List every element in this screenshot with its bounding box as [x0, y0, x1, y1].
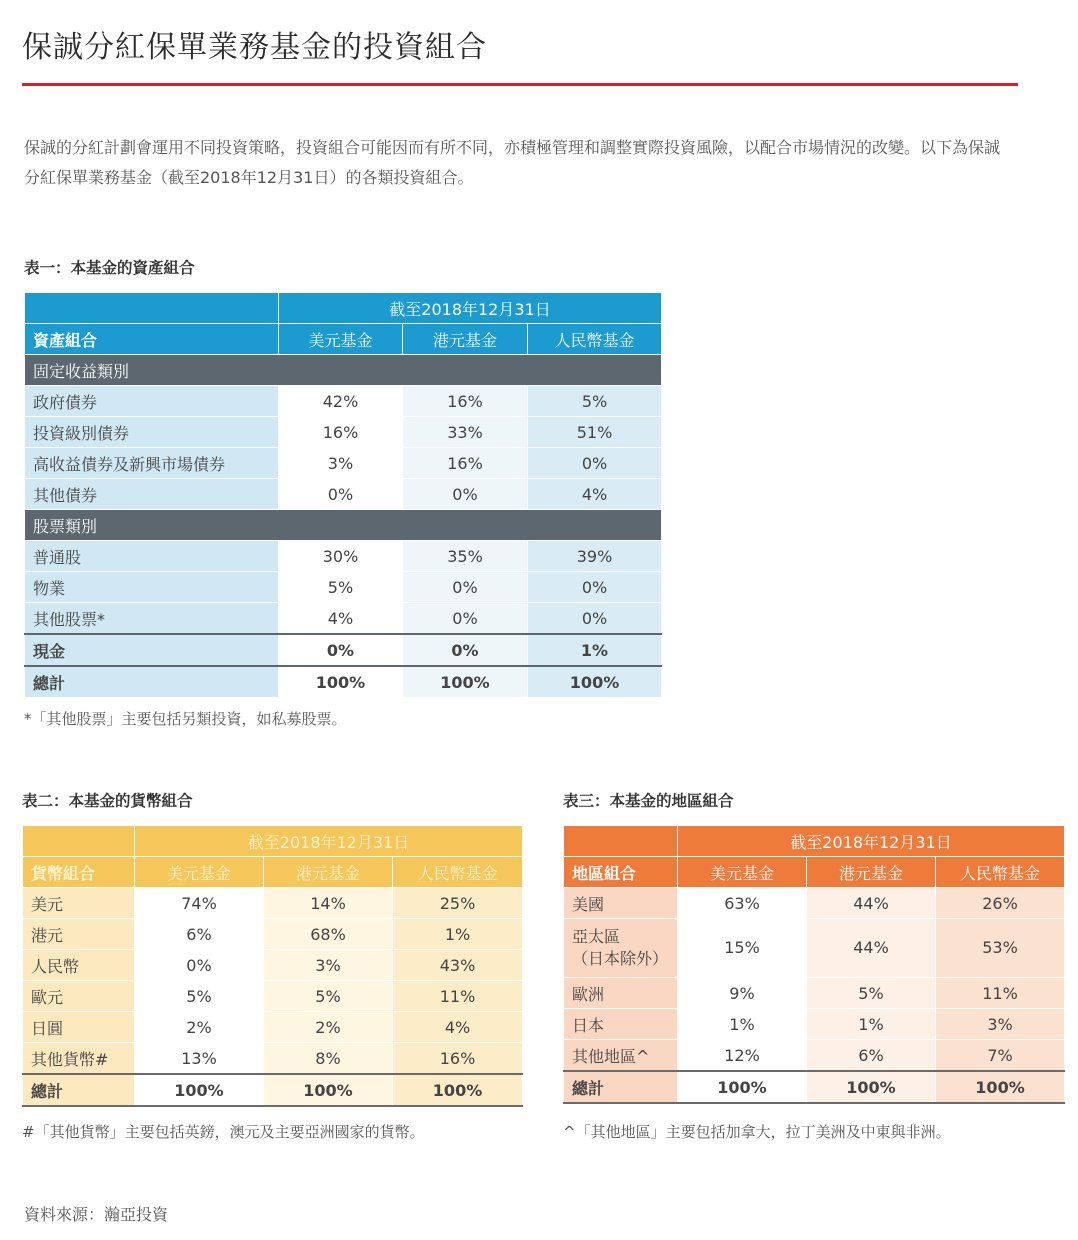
table-row: 其他債券 0% 0% 4%	[25, 479, 662, 510]
table1-section-fixed-income: 固定收益類別	[25, 355, 662, 386]
table-row: 其他地區^ 12% 6% 7%	[564, 1040, 1065, 1072]
table3-caption: 表三：本基金的地區組合	[563, 792, 734, 810]
table1-section-equity: 股票類別	[25, 510, 662, 541]
table3-date-header: 截至2018年12月31日	[678, 826, 1065, 857]
table2-col-rmb: 人民幣基金	[393, 857, 523, 888]
table-row: 現金 0% 0% 1%	[25, 634, 662, 666]
table3-row-header: 地區組合	[564, 857, 678, 888]
page-title: 保誠分紅保單業務基金的投資組合	[22, 30, 487, 65]
table-row: 高收益債券及新興市場債券 3% 16% 0%	[25, 448, 662, 479]
table2-date-header: 截至2018年12月31日	[135, 826, 523, 857]
intro-paragraph: 保誠的分紅計劃會運用不同投資策略，投資組合可能因而有所不同，亦積極管理和調整實際投資風險，以配合市場情況的改變。以下為保誠分紅保單業務基金（截至2018年12月31日）的各類投資組合。	[24, 138, 1001, 187]
region-allocation-table	[563, 825, 1065, 1104]
table-row: 日圓 2% 2% 4%	[23, 1012, 523, 1043]
table-row: 美元 74% 14% 25%	[23, 888, 523, 919]
table3-col-hkd: 港元基金	[807, 857, 936, 888]
table-row: 政府債券 42% 16% 5%	[25, 386, 662, 417]
table-row: 日本 1% 1% 3%	[564, 1009, 1065, 1040]
source-credit: 資料來源：瀚亞投資	[24, 1205, 169, 1224]
table3-footnote: ^「其他地區」主要包括加拿大，拉丁美洲及中東與非洲。	[563, 1123, 951, 1141]
table-row: 亞太區 （日本除外） 15% 44% 53%	[564, 919, 1065, 978]
table1-footnote: *「其他股票」主要包括另類投資，如私募股票。	[24, 710, 347, 728]
table-row: 普通股 30% 35% 39%	[25, 541, 662, 572]
table1-date-header: 截至2018年12月31日	[279, 293, 662, 324]
table2-col-usd: 美元基金	[135, 857, 264, 888]
table-row-total: 總計 100% 100% 100%	[25, 666, 662, 698]
table-row: 歐元 5% 5% 11%	[23, 981, 523, 1012]
table-row: 歐洲 9% 5% 11%	[564, 978, 1065, 1009]
table-row: 其他股票* 4% 0% 0%	[25, 603, 662, 635]
table1-caption: 表一：本基金的資產組合	[24, 259, 195, 277]
title-divider	[22, 83, 1018, 86]
table-row-total: 總計 100% 100% 100%	[564, 1071, 1065, 1103]
table1-row-header: 資產組合	[25, 324, 279, 355]
asset-allocation-table	[24, 292, 662, 698]
table3-col-rmb: 人民幣基金	[936, 857, 1065, 888]
table2-col-hkd: 港元基金	[264, 857, 393, 888]
table-row: 其他貨幣# 13% 8% 16%	[23, 1043, 523, 1075]
table-row: 美國 63% 44% 26%	[564, 888, 1065, 919]
table1-col-rmb: 人民幣基金	[528, 324, 662, 355]
table2-caption: 表二：本基金的貨幣組合	[22, 792, 193, 810]
table2-footnote: #「其他貨幣」主要包括英鎊，澳元及主要亞洲國家的貨幣。	[22, 1123, 425, 1141]
table-row: 港元 6% 68% 1%	[23, 919, 523, 950]
table-row: 人民幣 0% 3% 43%	[23, 950, 523, 981]
table3-col-usd: 美元基金	[678, 857, 807, 888]
table1-col-hkd: 港元基金	[403, 324, 528, 355]
table2-row-header: 貨幣組合	[23, 857, 135, 888]
table-row: 投資級別債券 16% 33% 51%	[25, 417, 662, 448]
table1-col-usd: 美元基金	[279, 324, 403, 355]
currency-allocation-table	[22, 825, 523, 1107]
table-row-total: 總計 100% 100% 100%	[23, 1074, 523, 1106]
table-row: 物業 5% 0% 0%	[25, 572, 662, 603]
